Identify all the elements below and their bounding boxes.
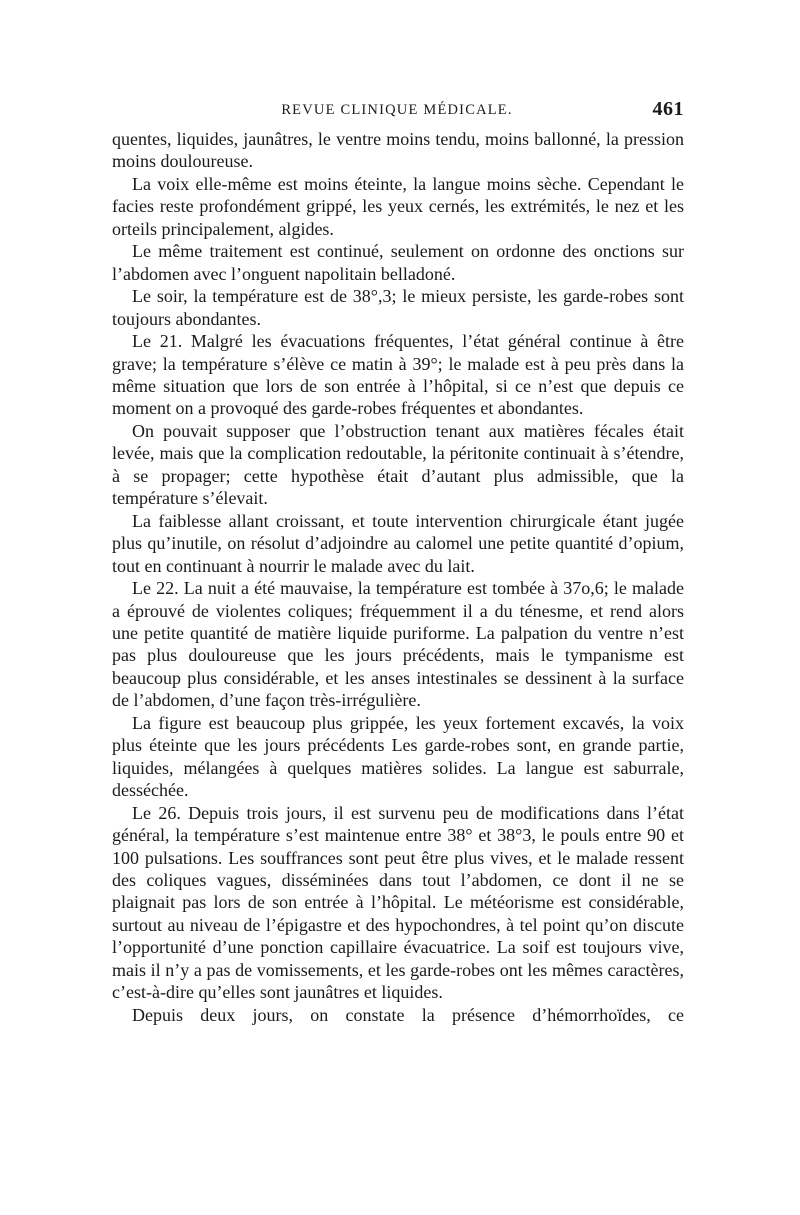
page-number: 461 bbox=[652, 98, 684, 120]
paragraph-6-hypothesis: On pouvait supposer que l’obstruction tenant aux matières fécales était levée, mais que la complication redoutable, la péritonite continuait à s’étendre, à se propager; cette hypothèse était d’autant plus admissible, que la température s’élevait. bbox=[112, 420, 684, 509]
paragraph-7-weakness: La faiblesse allant croissant, et toute intervention chirurgicale étant jugée plus qu’inutile, on résolut d’adjoindre au calomel une petite quantité d’opium, tout en continuant à nourrir le malade avec du lait. bbox=[112, 510, 684, 576]
paragraph-8-day-22: Le 22. La nuit a été mauvaise, la température est tombée à 37o,6; le malade a éprouvé de violentes coliques; fréquemment il a du ténesme, et rend alors une petite quantité de matière liquide puriforme. La palpation du ventre n’est pas plus douloureuse que les jours précédents, mais le tympanisme est beaucoup plus considérable, et les anses intestinales se dessinent à la surface de l’abdomen, d’une façon très-irrégulière. bbox=[112, 578, 684, 711]
paragraph-4-evening: Le soir, la température est de 38°,3; le mieux persiste, les garde-robes sont toujours abondantes. bbox=[112, 286, 684, 329]
paragraph-9-face: La figure est beaucoup plus grippée, les yeux fortement excavés, la voix plus éteinte que les jours précédents Les garde-robes sont, en grande partie, liquides, mélangées à quelques matières solides. La langue est saburrale, desséchée. bbox=[112, 712, 684, 801]
paragraph-2-voice: La voix elle-même est moins éteinte, la langue moins sèche. Cependant le facies reste profondément grippé, les yeux cernés, les extrémités, le nez et les orteils principalement, algides. bbox=[112, 173, 684, 239]
running-title: REVUE CLINIQUE MÉDICALE. bbox=[281, 102, 513, 118]
paragraph-10-day-26: Le 26. Depuis trois jours, il est survenu peu de modifications dans l’état général, la température s’est maintenue entre 38° et 38°3, le pouls entre 90 et 100 pulsations. Les souffrances sont peut être plus vives, et le malade ressent des coliques vagues, disséminées dans tout l’abdomen, ce dont il ne se plaignait pas lors de son entrée à l’hôpital. Le météorisme est considérable, surtout au niveau de l’épigastre et des hypochondres, à tel point qu’on discute l’opportunité d’une ponction capillaire évacuatrice. La soif est toujours vive, mais il n’y a pas de vomissements, et les garde-robes ont les mêmes caractères, c’est-à-dire qu’elles sont jaunâtres et liquides. bbox=[112, 802, 684, 1003]
paragraph-11-hemorrhoids: Depuis deux jours, on constate la présence d’hémorrhoïdes, ce bbox=[132, 1004, 684, 1025]
paragraph-5-day-21: Le 21. Malgré les évacuations fréquentes, l’état général continue à être grave; la température s’élève ce matin à 39°; le malade est à peu près dans la même situation que lors de son entrée à l’hôpital, si ce n’est que depuis ce moment on a provoqué des garde-robes fréquentes et abondantes. bbox=[112, 331, 684, 419]
paragraph-3-treatment: Le même traitement est continué, seulement on ordonne des onctions sur l’abdomen avec l’onguent napolitain belladoné. bbox=[112, 241, 684, 284]
body-text bbox=[112, 128, 684, 1026]
paragraph-1-continuation: quentes, liquides, jaunâtres, le ventre moins tendu, moins ballonné, la pression moins douloureuse. bbox=[112, 129, 684, 172]
running-head bbox=[110, 98, 684, 126]
